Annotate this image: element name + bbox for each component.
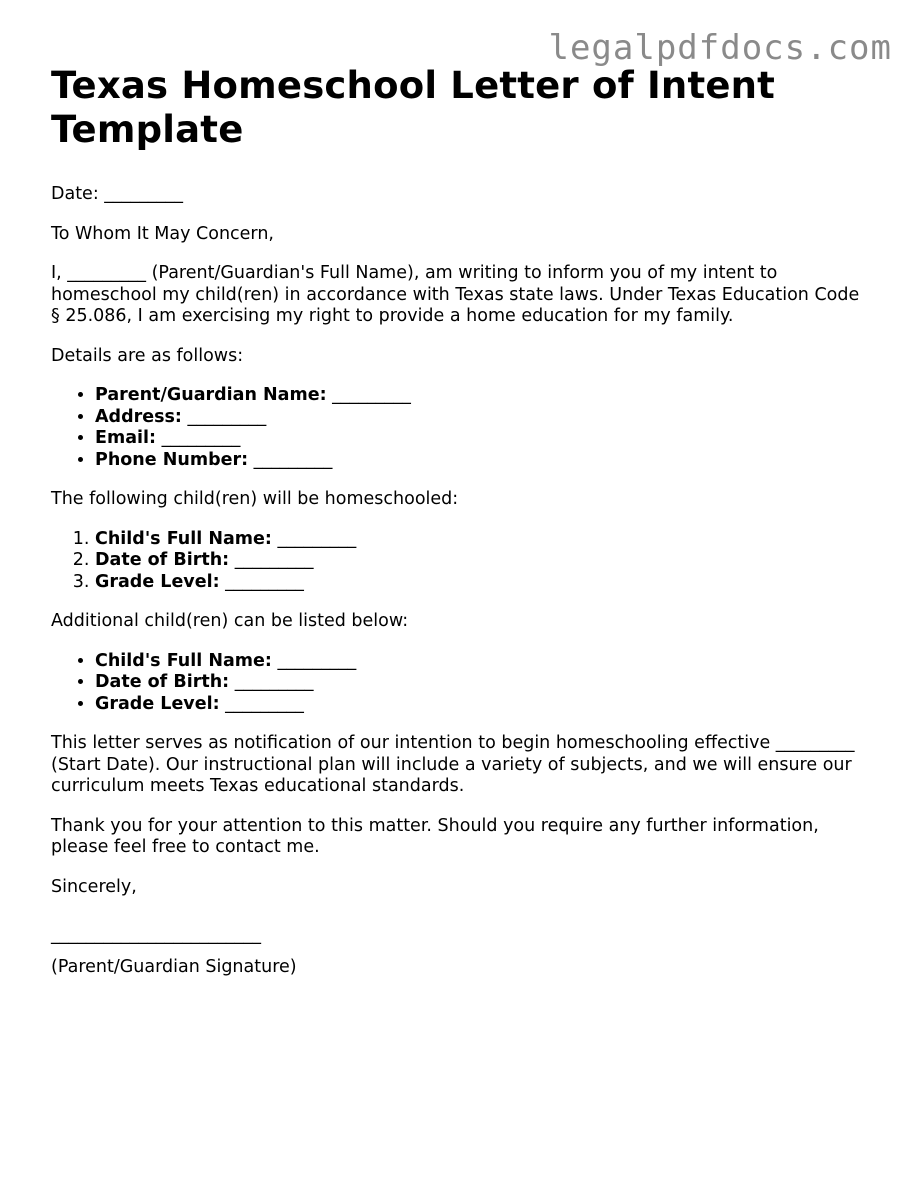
field-label: Child's Full Name:: [95, 650, 272, 671]
field-label: Phone Number:: [95, 449, 249, 470]
list-item: [95, 450, 871, 472]
list-item: [95, 651, 871, 673]
parent-details-list: [51, 385, 871, 471]
field-blank: _________: [253, 449, 333, 470]
details-label: Details are as follows:: [51, 345, 244, 366]
field-blank: _________: [277, 650, 357, 671]
thanks-paragraph: Thank you for your attention to this matter. Should you require any further information, please feel free to contact me.: [51, 815, 819, 857]
field-label: Date of Birth:: [95, 550, 230, 570]
closing-salutation: Sincerely,: [51, 876, 137, 897]
list-item: [95, 428, 871, 450]
additional-children-label: Additional child(ren) can be listed below:: [51, 611, 409, 631]
field-label: Child's Full Name:: [95, 528, 272, 549]
field-label: Grade Level:: [95, 693, 220, 714]
signature-caption: (Parent/Guardian Signature): [51, 956, 297, 977]
children-label: The following child(ren) will be homeschooled:: [51, 489, 459, 509]
field-label: Date of Birth:: [95, 672, 230, 692]
greeting: To Whom It May Concern,: [51, 223, 274, 244]
list-item: [95, 672, 871, 694]
field-blank: _________: [234, 672, 314, 692]
field-blank: _________: [225, 693, 304, 714]
field-blank: _________: [187, 406, 267, 427]
intro-paragraph: I, _________ (Parent/Guardian's Full Name), am writing to inform you of my intent to homeschool my child(ren) in accordance with Texas state laws. Under Texas Education Code § 25.086, I am exercising my right to provide a home education for my family.: [51, 263, 860, 326]
additional-child-details-list: [51, 651, 871, 716]
field-blank: _________: [332, 385, 411, 405]
letter-content: [51, 64, 871, 978]
list-item: [95, 572, 871, 594]
date-line: Date: _________: [51, 184, 184, 204]
document-title: Texas Homeschool Letter of Intent Template: [51, 64, 776, 151]
field-blank: _________: [225, 571, 304, 592]
list-item: [95, 385, 871, 407]
watermark-text: legalpdfdocs.com: [548, 28, 892, 68]
child-details-list: [51, 529, 871, 594]
field-blank: _________: [277, 528, 357, 549]
field-blank: _________: [161, 428, 241, 448]
field-label: Grade Level:: [95, 571, 220, 592]
field-blank: _________: [234, 550, 314, 570]
field-label: Email:: [95, 428, 156, 448]
list-item: [95, 550, 871, 572]
notification-paragraph: This letter serves as notification of our intention to begin homeschooling effective _________ (Start Date). Our instructional plan will include a variety of subjects, and we will ensure our curriculum meets Texas educational standards.: [51, 733, 855, 796]
list-item: [95, 529, 871, 551]
signature-line: ________________________: [51, 925, 261, 945]
list-item: [95, 694, 871, 716]
field-label: Parent/Guardian Name:: [95, 385, 327, 405]
field-label: Address:: [95, 406, 182, 427]
list-item: [95, 407, 871, 429]
